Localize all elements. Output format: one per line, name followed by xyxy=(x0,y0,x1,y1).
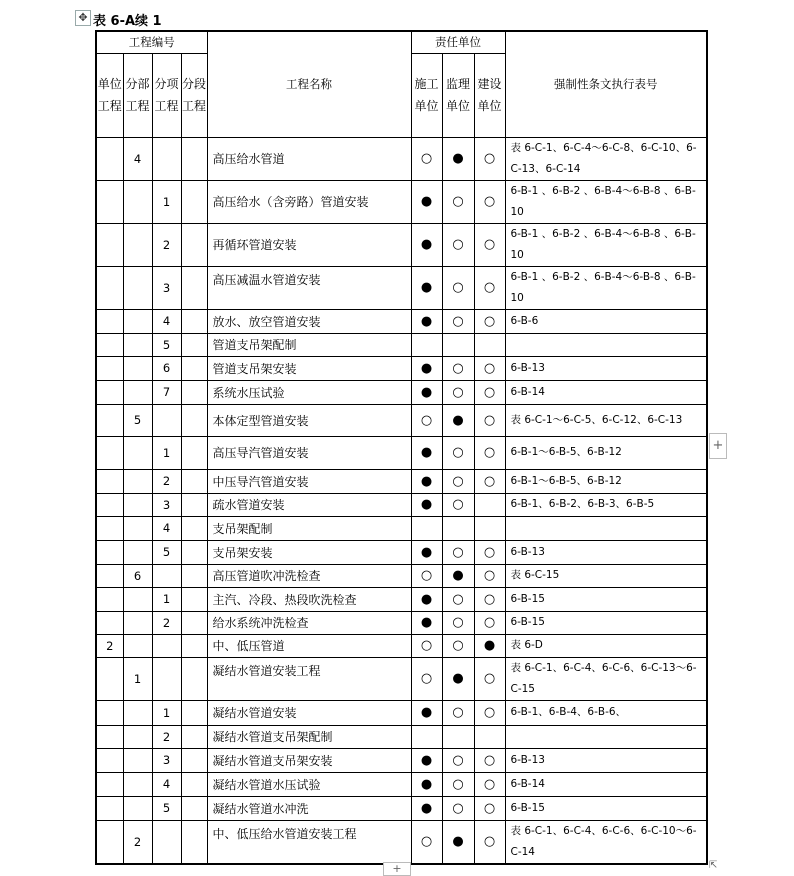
table-move-handle[interactable]: ✥ xyxy=(75,10,91,26)
item-no: 3 xyxy=(152,493,181,516)
subunit-no xyxy=(123,436,152,469)
item-no: 4 xyxy=(152,772,181,796)
supervision-mark: ● xyxy=(442,657,474,700)
project-name: 中、低压管道 xyxy=(207,634,411,657)
standard-ref: 6-B-15 xyxy=(505,611,707,634)
owner-mark: ○ xyxy=(474,657,505,700)
item-no: 5 xyxy=(152,333,181,356)
item-no xyxy=(152,820,181,864)
unit-no xyxy=(96,223,123,266)
subunit-no xyxy=(123,356,152,380)
standard-ref: 6-B-1～6-B-5、6-B-12 xyxy=(505,469,707,493)
subunit-no xyxy=(123,516,152,540)
supervision-mark: ○ xyxy=(442,469,474,493)
subunit-no xyxy=(123,180,152,223)
item-no: 7 xyxy=(152,380,181,404)
unit-no xyxy=(96,725,123,748)
supervision-mark: ○ xyxy=(442,493,474,516)
subunit-no xyxy=(123,333,152,356)
table-row xyxy=(96,493,707,516)
item-no xyxy=(152,634,181,657)
table-row xyxy=(96,356,707,380)
project-name: 高压给水管道 xyxy=(207,137,411,180)
table-row xyxy=(96,748,707,772)
section-no xyxy=(181,820,207,864)
section-no xyxy=(181,180,207,223)
subunit-no xyxy=(123,469,152,493)
supervision-mark: ○ xyxy=(442,380,474,404)
standard-ref: 表 6-C-1、6-C-4、6-C-6、6-C-10～6-C-14 xyxy=(505,820,707,864)
owner-mark: ○ xyxy=(474,309,505,333)
construction-mark: ● xyxy=(411,266,442,309)
subunit-no: 6 xyxy=(123,564,152,587)
unit-no xyxy=(96,469,123,493)
unit-no xyxy=(96,404,123,436)
item-no: 4 xyxy=(152,309,181,333)
unit-no xyxy=(96,772,123,796)
supervision-mark: ● xyxy=(442,404,474,436)
header-name: 工程名称 xyxy=(207,31,411,137)
supervision-mark: ○ xyxy=(442,611,474,634)
project-name: 支吊架安装 xyxy=(207,540,411,564)
subunit-no xyxy=(123,634,152,657)
item-no: 2 xyxy=(152,223,181,266)
table-row xyxy=(96,725,707,748)
project-name: 凝结水管道安装工程 xyxy=(207,657,411,700)
standard-ref: 6-B-13 xyxy=(505,356,707,380)
table-row xyxy=(96,180,707,223)
project-name: 凝结水管道水压试验 xyxy=(207,772,411,796)
unit-no xyxy=(96,564,123,587)
unit-no xyxy=(96,266,123,309)
owner-mark xyxy=(474,725,505,748)
subunit-no xyxy=(123,540,152,564)
section-no xyxy=(181,469,207,493)
owner-mark: ○ xyxy=(474,796,505,820)
project-name: 高压给水（含旁路）管道安装 xyxy=(207,180,411,223)
construction-mark: ● xyxy=(411,796,442,820)
table-row xyxy=(96,469,707,493)
section-no xyxy=(181,493,207,516)
table-row xyxy=(96,436,707,469)
construction-mark: ○ xyxy=(411,564,442,587)
subunit-no xyxy=(123,266,152,309)
construction-mark: ● xyxy=(411,700,442,725)
construction-mark: ○ xyxy=(411,404,442,436)
item-no: 6 xyxy=(152,356,181,380)
unit-no xyxy=(96,611,123,634)
subunit-no: 4 xyxy=(123,137,152,180)
subunit-no xyxy=(123,700,152,725)
unit-no xyxy=(96,436,123,469)
project-name: 高压减温水管道安装 xyxy=(207,266,411,309)
standard-ref: 6-B-1、6-B-2、6-B-3、6-B-5 xyxy=(505,493,707,516)
construction-mark: ● xyxy=(411,309,442,333)
section-no xyxy=(181,634,207,657)
supervision-mark xyxy=(442,725,474,748)
section-no xyxy=(181,540,207,564)
supervision-mark: ○ xyxy=(442,772,474,796)
standard-ref: 6-B-1 、6-B-2 、6-B-4～6-B-8 、6-B-10 xyxy=(505,266,707,309)
owner-mark: ○ xyxy=(474,540,505,564)
unit-no xyxy=(96,309,123,333)
section-no xyxy=(181,516,207,540)
subunit-no xyxy=(123,309,152,333)
unit-no xyxy=(96,748,123,772)
item-no: 5 xyxy=(152,796,181,820)
item-no: 2 xyxy=(152,725,181,748)
project-name: 疏水管道安装 xyxy=(207,493,411,516)
section-no xyxy=(181,657,207,700)
header-standard: 强制性条文执行表号 xyxy=(505,31,707,137)
owner-mark xyxy=(474,333,505,356)
header-item: 分项工程 xyxy=(152,53,181,137)
section-no xyxy=(181,333,207,356)
supervision-mark: ○ xyxy=(442,180,474,223)
supervision-mark: ● xyxy=(442,564,474,587)
construction-mark: ● xyxy=(411,772,442,796)
owner-mark: ○ xyxy=(474,266,505,309)
unit-no xyxy=(96,587,123,611)
owner-mark xyxy=(474,516,505,540)
standard-ref: 6-B-13 xyxy=(505,540,707,564)
unit-no xyxy=(96,796,123,820)
standard-ref: 6-B-1、6-B-4、6-B-6、 xyxy=(505,700,707,725)
standard-ref: 6-B-15 xyxy=(505,796,707,820)
project-name: 凝结水管道水冲洗 xyxy=(207,796,411,820)
supervision-mark: ○ xyxy=(442,540,474,564)
supervision-mark: ○ xyxy=(442,700,474,725)
subunit-no xyxy=(123,223,152,266)
inspection-table xyxy=(95,30,708,865)
standard-ref: 6-B-1 、6-B-2 、6-B-4～6-B-8 、6-B-10 xyxy=(505,180,707,223)
section-no xyxy=(181,587,207,611)
item-no: 1 xyxy=(152,436,181,469)
header-responsibility: 责任单位 xyxy=(411,31,505,53)
unit-no xyxy=(96,137,123,180)
project-name: 中压导汽管道安装 xyxy=(207,469,411,493)
project-name: 系统水压试验 xyxy=(207,380,411,404)
construction-mark: ● xyxy=(411,180,442,223)
project-name: 给水系统冲洗检查 xyxy=(207,611,411,634)
construction-mark: ○ xyxy=(411,820,442,864)
owner-mark: ○ xyxy=(474,404,505,436)
section-no xyxy=(181,748,207,772)
construction-mark: ● xyxy=(411,540,442,564)
project-name: 凝结水管道支吊架配制 xyxy=(207,725,411,748)
table-row xyxy=(96,333,707,356)
standard-ref: 表 6-C-1、6-C-4～6-C-8、6-C-10、6-C-13、6-C-14 xyxy=(505,137,707,180)
item-no: 5 xyxy=(152,540,181,564)
supervision-mark: ● xyxy=(442,820,474,864)
standard-ref xyxy=(505,333,707,356)
standard-ref: 表 6-D xyxy=(505,634,707,657)
unit-no xyxy=(96,700,123,725)
subunit-no: 2 xyxy=(123,820,152,864)
add-row-button[interactable]: + xyxy=(383,862,411,876)
item-no: 1 xyxy=(152,700,181,725)
construction-mark xyxy=(411,516,442,540)
project-name: 管道支吊架安装 xyxy=(207,356,411,380)
unit-no xyxy=(96,180,123,223)
subunit-no: 1 xyxy=(123,657,152,700)
section-no xyxy=(181,436,207,469)
standard-ref: 6-B-6 xyxy=(505,309,707,333)
owner-mark: ○ xyxy=(474,587,505,611)
owner-mark: ○ xyxy=(474,748,505,772)
owner-mark: ○ xyxy=(474,436,505,469)
owner-mark: ○ xyxy=(474,223,505,266)
section-no xyxy=(181,266,207,309)
unit-no xyxy=(96,657,123,700)
item-no: 2 xyxy=(152,611,181,634)
owner-mark xyxy=(474,493,505,516)
add-column-button[interactable]: + xyxy=(709,433,727,459)
table-resize-handle[interactable]: ⇱ xyxy=(709,860,718,871)
header-subunit: 分部工程 xyxy=(123,53,152,137)
construction-mark: ● xyxy=(411,493,442,516)
item-no: 3 xyxy=(152,266,181,309)
table-body xyxy=(96,137,707,864)
standard-ref: 6-B-14 xyxy=(505,772,707,796)
table-row xyxy=(96,820,707,864)
table-row xyxy=(96,700,707,725)
item-no: 2 xyxy=(152,469,181,493)
construction-mark: ● xyxy=(411,611,442,634)
supervision-mark: ○ xyxy=(442,587,474,611)
owner-mark: ○ xyxy=(474,611,505,634)
subunit-no xyxy=(123,611,152,634)
subunit-no xyxy=(123,772,152,796)
subunit-no: 5 xyxy=(123,404,152,436)
owner-mark: ● xyxy=(474,634,505,657)
header-unit: 单位工程 xyxy=(96,53,123,137)
construction-mark: ● xyxy=(411,380,442,404)
project-name: 高压导汽管道安装 xyxy=(207,436,411,469)
unit-no: 2 xyxy=(96,634,123,657)
header-section: 分段工程 xyxy=(181,53,207,137)
table-row xyxy=(96,796,707,820)
owner-mark: ○ xyxy=(474,380,505,404)
unit-no xyxy=(96,820,123,864)
owner-mark: ○ xyxy=(474,700,505,725)
supervision-mark: ○ xyxy=(442,356,474,380)
owner-mark: ○ xyxy=(474,137,505,180)
supervision-mark: ○ xyxy=(442,309,474,333)
standard-ref: 6-B-13 xyxy=(505,748,707,772)
standard-ref xyxy=(505,725,707,748)
item-no: 4 xyxy=(152,516,181,540)
supervision-mark xyxy=(442,333,474,356)
construction-mark: ● xyxy=(411,356,442,380)
standard-ref: 6-B-15 xyxy=(505,587,707,611)
section-no xyxy=(181,772,207,796)
construction-mark: ● xyxy=(411,587,442,611)
table-row xyxy=(96,657,707,700)
project-name: 中、低压给水管道安装工程 xyxy=(207,820,411,864)
standard-ref: 表 6-C-1～6-C-5、6-C-12、6-C-13 xyxy=(505,404,707,436)
standard-ref: 6-B-1～6-B-5、6-B-12 xyxy=(505,436,707,469)
supervision-mark: ● xyxy=(442,137,474,180)
section-no xyxy=(181,611,207,634)
subunit-no xyxy=(123,587,152,611)
section-no xyxy=(181,137,207,180)
owner-mark: ○ xyxy=(474,564,505,587)
table-row xyxy=(96,611,707,634)
subunit-no xyxy=(123,748,152,772)
item-no: 1 xyxy=(152,587,181,611)
subunit-no xyxy=(123,796,152,820)
table-row xyxy=(96,266,707,309)
project-name: 主汽、冷段、热段吹洗检查 xyxy=(207,587,411,611)
construction-mark: ● xyxy=(411,748,442,772)
owner-mark: ○ xyxy=(474,356,505,380)
section-no xyxy=(181,564,207,587)
owner-mark: ○ xyxy=(474,180,505,223)
supervision-mark: ○ xyxy=(442,436,474,469)
table-caption: 表 6-A续 1 xyxy=(93,14,162,29)
project-name: 凝结水管道支吊架安装 xyxy=(207,748,411,772)
section-no xyxy=(181,796,207,820)
supervision-mark: ○ xyxy=(442,223,474,266)
supervision-mark xyxy=(442,516,474,540)
header-supervision: 监理单位 xyxy=(442,53,474,137)
project-name: 高压管道吹冲洗检查 xyxy=(207,564,411,587)
table-row xyxy=(96,540,707,564)
project-name: 放水、放空管道安装 xyxy=(207,309,411,333)
table-row xyxy=(96,516,707,540)
section-no xyxy=(181,309,207,333)
unit-no xyxy=(96,333,123,356)
table-row xyxy=(96,564,707,587)
standard-ref: 6-B-1 、6-B-2 、6-B-4～6-B-8 、6-B-10 xyxy=(505,223,707,266)
table-row xyxy=(96,587,707,611)
construction-mark: ○ xyxy=(411,657,442,700)
unit-no xyxy=(96,516,123,540)
supervision-mark: ○ xyxy=(442,266,474,309)
unit-no xyxy=(96,493,123,516)
subunit-no xyxy=(123,493,152,516)
header-project-no: 工程编号 xyxy=(96,31,207,53)
header-owner: 建设单位 xyxy=(474,53,505,137)
construction-mark: ● xyxy=(411,469,442,493)
item-no xyxy=(152,137,181,180)
unit-no xyxy=(96,356,123,380)
project-name: 本体定型管道安装 xyxy=(207,404,411,436)
table-row xyxy=(96,634,707,657)
table-row xyxy=(96,380,707,404)
construction-mark: ○ xyxy=(411,634,442,657)
subunit-no xyxy=(123,380,152,404)
standard-ref xyxy=(505,516,707,540)
owner-mark: ○ xyxy=(474,772,505,796)
section-no xyxy=(181,725,207,748)
standard-ref: 6-B-14 xyxy=(505,380,707,404)
table-row xyxy=(96,223,707,266)
header-construction: 施工单位 xyxy=(411,53,442,137)
unit-no xyxy=(96,380,123,404)
construction-mark xyxy=(411,333,442,356)
construction-mark xyxy=(411,725,442,748)
project-name: 支吊架配制 xyxy=(207,516,411,540)
supervision-mark: ○ xyxy=(442,748,474,772)
project-name: 凝结水管道安装 xyxy=(207,700,411,725)
owner-mark: ○ xyxy=(474,820,505,864)
project-name: 再循环管道安装 xyxy=(207,223,411,266)
item-no xyxy=(152,657,181,700)
construction-mark: ● xyxy=(411,223,442,266)
standard-ref: 表 6-C-1、6-C-4、6-C-6、6-C-13～6-C-15 xyxy=(505,657,707,700)
table-row xyxy=(96,404,707,436)
section-no xyxy=(181,700,207,725)
subunit-no xyxy=(123,725,152,748)
supervision-mark: ○ xyxy=(442,634,474,657)
section-no xyxy=(181,404,207,436)
item-no xyxy=(152,404,181,436)
construction-mark: ○ xyxy=(411,137,442,180)
owner-mark: ○ xyxy=(474,469,505,493)
section-no xyxy=(181,223,207,266)
table-row xyxy=(96,309,707,333)
standard-ref: 表 6-C-15 xyxy=(505,564,707,587)
construction-mark: ● xyxy=(411,436,442,469)
section-no xyxy=(181,356,207,380)
item-no: 3 xyxy=(152,748,181,772)
supervision-mark: ○ xyxy=(442,796,474,820)
project-name: 管道支吊架配制 xyxy=(207,333,411,356)
unit-no xyxy=(96,540,123,564)
table-row xyxy=(96,137,707,180)
section-no xyxy=(181,380,207,404)
table-row xyxy=(96,772,707,796)
item-no: 1 xyxy=(152,180,181,223)
item-no xyxy=(152,564,181,587)
